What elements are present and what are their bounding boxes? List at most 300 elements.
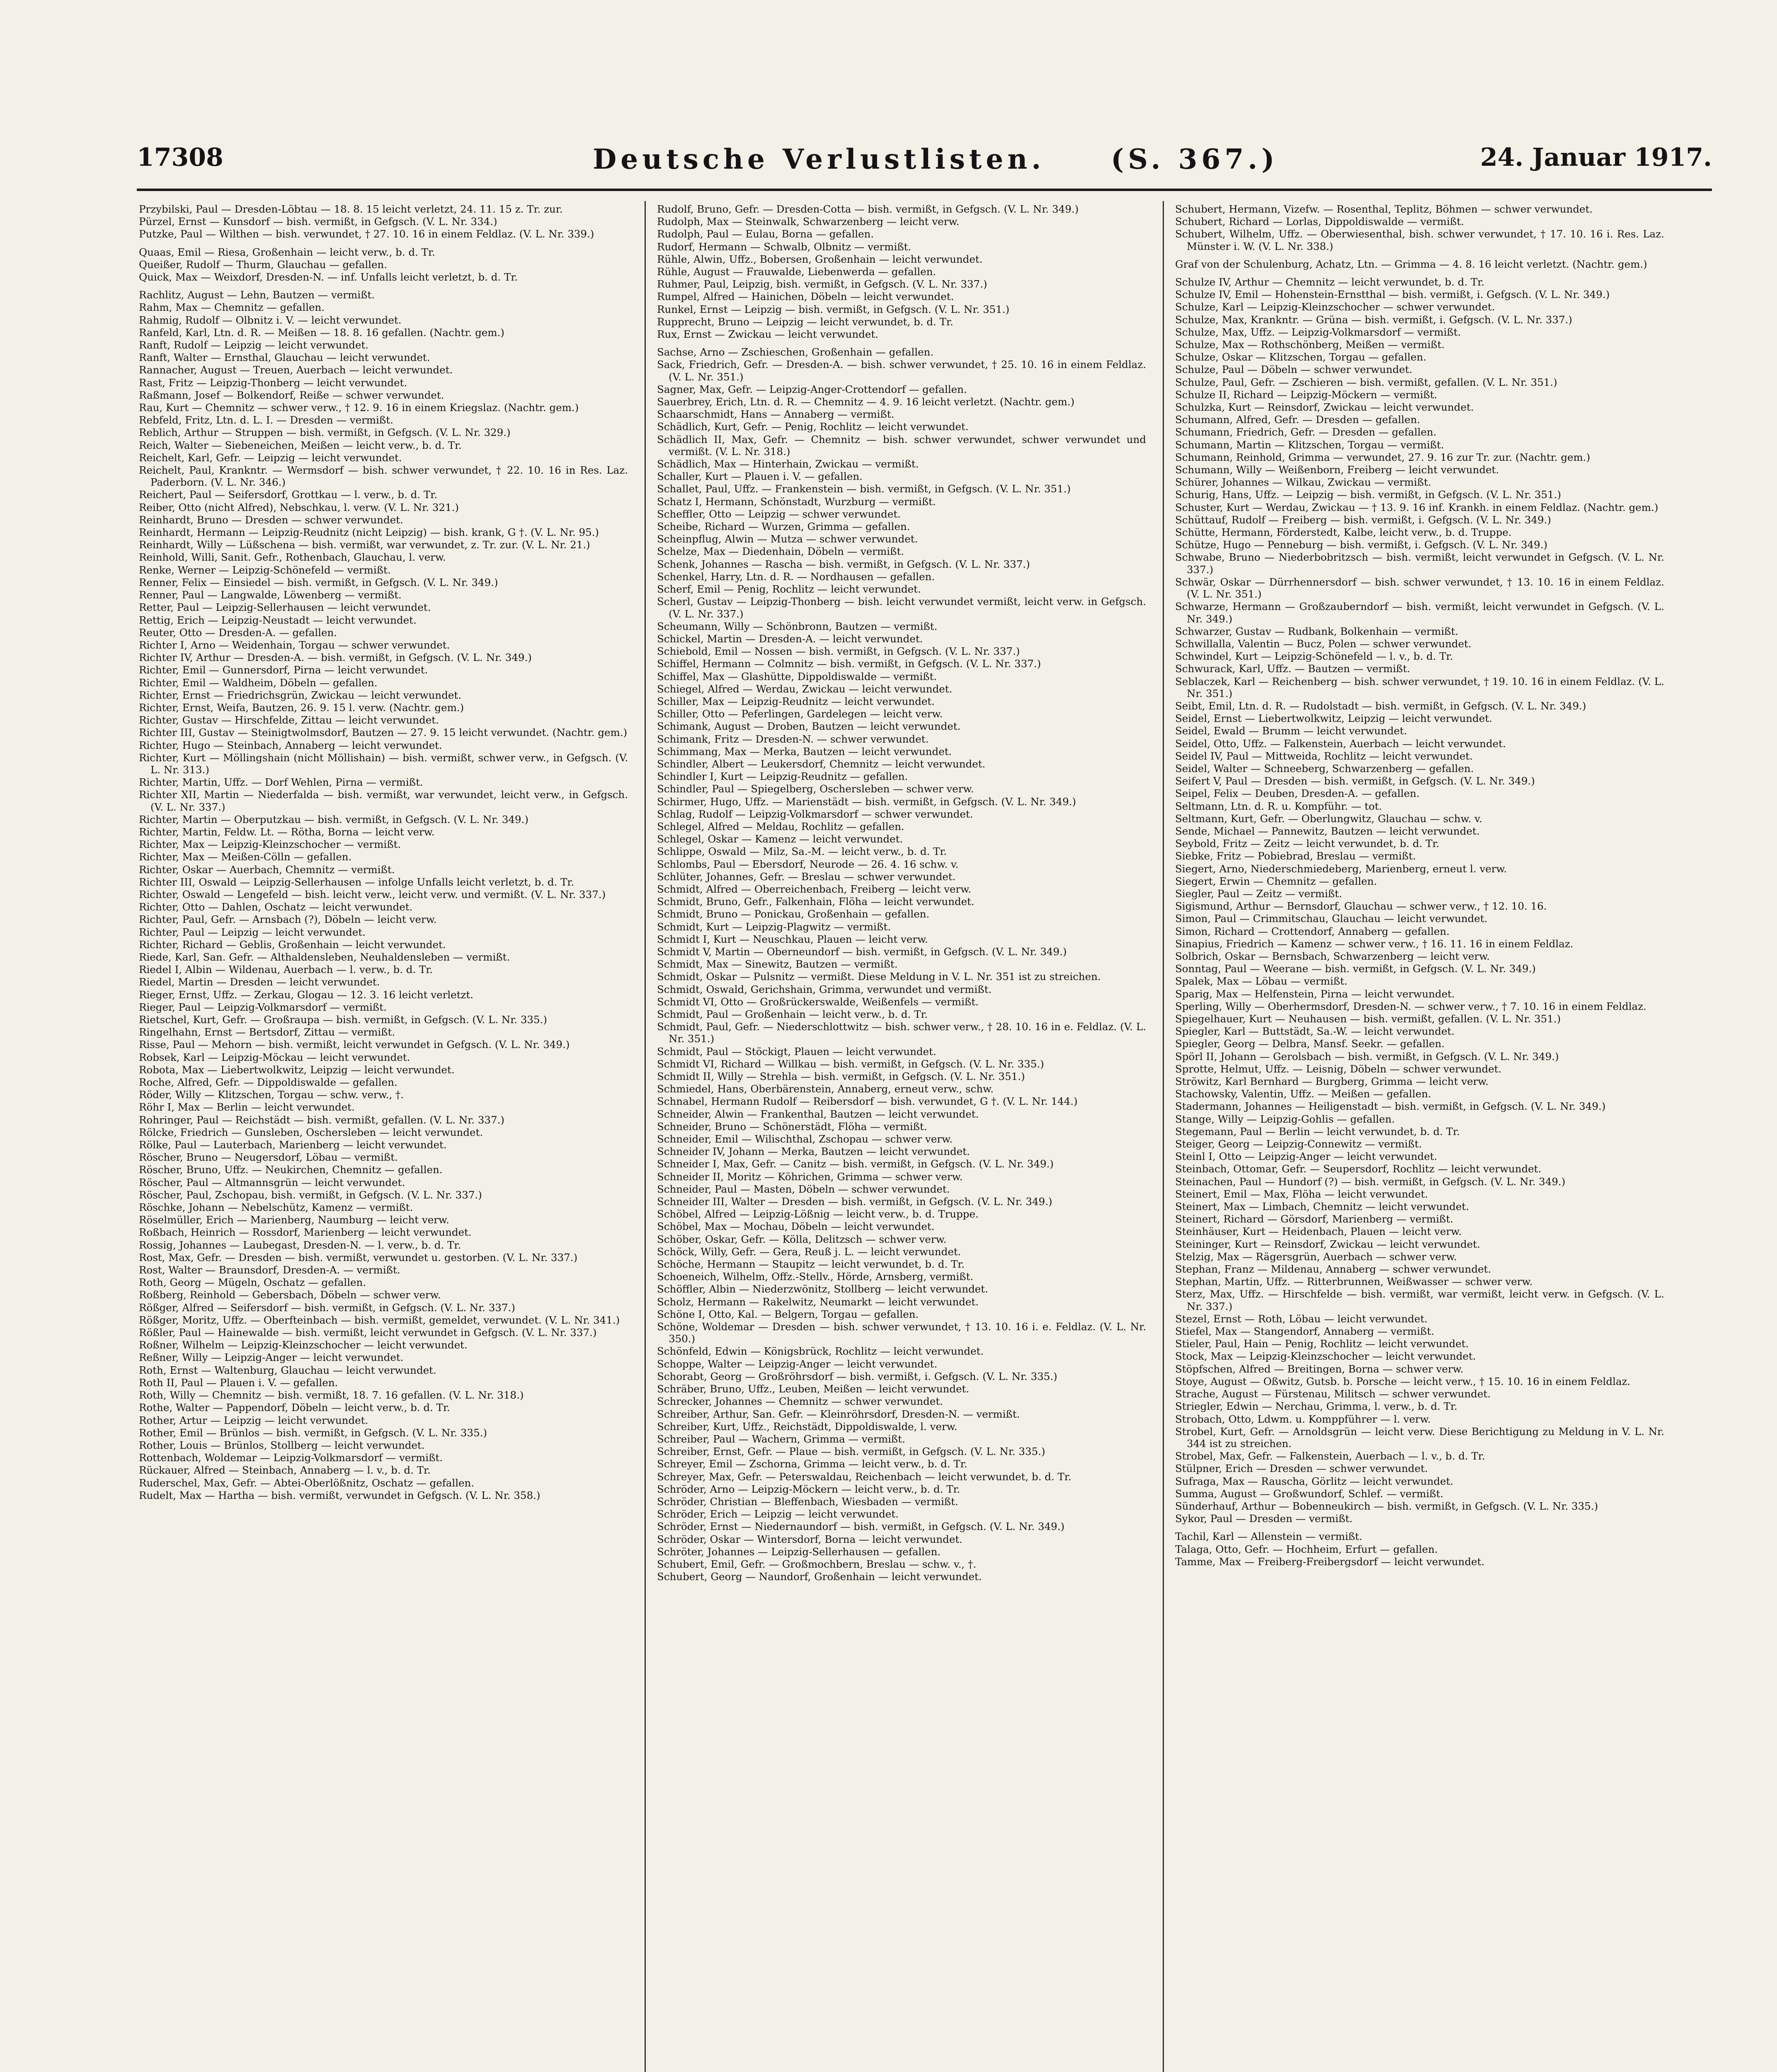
casualty-entry: Rudolf, Bruno, Gefr. — Dresden-Cotta — bish. vermißt, in Gefgsch. (V. L. Nr. 349.) (657, 203, 1079, 215)
casualty-entry: Riede, Karl, San. Gefr. — Althaldensleben, Neuhaldensleben — vermißt. (139, 951, 510, 963)
casualty-entry: Schädlich, Max — Hinterhain, Zwickau — vermißt. (657, 458, 919, 470)
casualty-entry: Schumann, Friedrich, Gefr. — Dresden — gefallen. (1175, 426, 1437, 438)
page-header (137, 143, 1712, 182)
casualty-entry: Siebke, Fritz — Pobiebrad, Breslau — vermißt. (1175, 850, 1416, 862)
casualty-entry: Schoppe, Walter — Leipzig-Anger — leicht verwundet. (657, 1358, 938, 1370)
casualty-entry: Spörl II, Johann — Gerolsbach — bish. vermißt, in Gefgsch. (V. L. Nr. 349.) (1175, 1050, 1559, 1063)
casualty-entry: Stegemann, Paul — Berlin — leicht verwundet, b. d. Tr. (1175, 1125, 1460, 1138)
casualty-entry: Schwindel, Kurt — Leipzig-Schönefeld — l. v., b. d. Tr. (1175, 650, 1453, 663)
casualty-entry: Sack, Friedrich, Gefr. — Dresden-A. — bish. schwer verwundet, † 25. 10. 16 in einem Feldlaz. (V. L. Nr. 351.) (657, 358, 1146, 383)
casualty-entry: Sykor, Paul — Dresden — vermißt. (1175, 1513, 1353, 1525)
casualty-entry: Spiegler, Karl — Buttstädt, Sa.-W. — leicht verwundet. (1175, 1025, 1455, 1038)
casualty-entry: Seidel, Ernst — Liebertwolkwitz, Leipzig — leicht verwundet. (1175, 712, 1492, 725)
casualty-entry: Ruhmer, Paul, Leipzig, bish. vermißt, in Gefgsch. (V. L. Nr. 337.) (657, 278, 987, 290)
casualty-entry: Schlag, Rudolf — Leipzig-Volkmarsdorf — schwer verwundet. (657, 808, 973, 820)
casualty-entry: Rudolph, Paul — Eulau, Borna — gefallen. (657, 228, 874, 240)
casualty-entry: Stadermann, Johannes — Heiligenstadt — bish. vermißt, in Gefgsch. (V. L. Nr. 349.) (1175, 1100, 1606, 1113)
casualty-entry: Schöche, Hermann — Staupitz — leicht verwundet, b. d. Tr. (657, 1258, 965, 1271)
casualty-entry: Rieger, Ernst, Uffz. — Zerkau, Glogau — 12. 3. 16 leicht verletzt. (139, 988, 474, 1001)
casualty-entry: Richter, Oswald — Lengefeld — bish. leicht verw., leicht verw. und vermißt. (V. L. Nr. 337.) (139, 888, 606, 900)
casualty-entry: Schneider, Alwin — Frankenthal, Bautzen — leicht verwundet. (657, 1108, 979, 1120)
casualty-entry: Rudelt, Max — Hartha — bish. vermißt, verwundet in Gefgsch. (V. L. Nr. 358.) (139, 1489, 541, 1501)
casualty-entry: Ranft, Rudolf — Leipzig — leicht verwundet. (139, 339, 369, 351)
casualty-entry: Rühle, Alwin, Uffz., Bobersen, Großenhain — leicht verwundet. (657, 253, 983, 265)
issue-date: 24. Januar 1917. (1480, 143, 1712, 172)
casualty-entry: Schubert, Hermann, Vizefw. — Rosenthal, Teplitz, Böhmen — schwer verwundet. (1175, 203, 1593, 215)
casualty-entry: Schimank, Fritz — Dresden-N. — schwer verwundet. (657, 733, 929, 745)
casualty-entry: Röschke, Johann — Nebelschütz, Kamenz — vermißt. (139, 1201, 413, 1214)
casualty-entry: Quaas, Emil — Riesa, Großenhain — leicht verw., b. d. Tr. (139, 246, 435, 258)
casualty-entry: Renner, Paul — Langwalde, Löwenberg — vermißt. (139, 589, 402, 601)
casualty-entry: Scheinpflug, Alwin — Mutza — schwer verwundet. (657, 533, 918, 545)
casualty-entry: Schmidt, Paul — Großenhain — leicht verw., b. d. Tr. (657, 1008, 928, 1020)
casualty-entry: Schubert, Wilhelm, Uffz. — Oberwiesenthal, bish. schwer verwundet, † 17. 10. 16 i. Res. Laz. Münster i. W. (V. L. Nr. 338.) (1175, 228, 1664, 252)
casualty-entry: Schwarzer, Gustav — Rudbank, Bolkenhain — vermißt. (1175, 625, 1459, 637)
casualty-entry: Rost, Walter — Braunsdorf, Dresden-A. — vermißt. (139, 1264, 400, 1276)
casualty-entry: Seidel, Walter — Schneeberg, Schwarzenberg — gefallen. (1175, 762, 1474, 775)
casualty-entry: Richter XII, Martin — Niederfalda — bish. vermißt, war verwundet, leicht verw., in Gefgsch. (V. L. Nr. 337.) (139, 789, 628, 813)
casualty-entry: Rother, Emil — Brünlos — bish. vermißt, in Gefgsch. (V. L. Nr. 335.) (139, 1426, 487, 1439)
casualty-entry: Roßbach, Heinrich — Rossdorf, Marienberg — leicht verwundet. (139, 1226, 472, 1239)
casualty-entry: Quick, Max — Weixdorf, Dresden-N. — inf. Unfalls leicht verletzt, b. d. Tr. (139, 271, 518, 283)
casualty-entry: Rohringer, Paul — Reichstädt — bish. vermißt, gefallen. (V. L. Nr. 337.) (139, 1113, 504, 1126)
casualty-entry: Schürer, Johannes — Wilkau, Zwickau — vermißt. (1175, 476, 1431, 489)
casualty-entry: Steinachen, Paul — Hundorf (?) — bish. vermißt, in Gefgsch. (V. L. Nr. 349.) (1175, 1175, 1566, 1188)
casualty-entry: Richter, Ernst, Weifa, Bautzen, 26. 9. 15 l. verw. (Nachtr. gem.) (139, 701, 464, 714)
casualty-entry: Rux, Ernst — Zwickau — leicht verwundet. (657, 328, 879, 341)
casualty-entry: Schubert, Emil, Gefr. — Großmochbern, Breslau — schw. v., †. (657, 1558, 977, 1570)
casualty-entry: Schröder, Ernst — Niedernaundorf — bish. vermißt, in Gefgsch. (V. L. Nr. 349.) (657, 1520, 1065, 1533)
casualty-entry: Schnabel, Hermann Rudolf — Reibersdorf — bish. verwundet, G †. (V. L. Nr. 144.) (657, 1095, 1078, 1108)
casualty-entry: Reinhold, Willi, Sanit. Gefr., Rothenbach, Glauchau, l. verw. (139, 551, 446, 564)
casualty-entry: Sagner, Max, Gefr. — Leipzig-Anger-Crottendorf — gefallen. (657, 383, 967, 395)
casualty-entry: Schmidt II, Willy — Strehla — bish. vermißt, in Gefgsch. (V. L. Nr. 351.) (657, 1070, 1025, 1083)
casualty-entry: Rother, Artur — Leipzig — leicht verwundet. (139, 1414, 368, 1426)
casualty-entry: Risse, Paul — Mehorn — bish. vermißt, leicht verwundet in Gefgsch. (V. L. Nr. 349.) (139, 1038, 570, 1051)
casualty-entry: Robota, Max — Liebertwolkwitz, Leipzig — leicht verwundet. (139, 1063, 455, 1076)
casualty-entry: Schulze IV, Emil — Hohenstein-Ernstthal — bish. vermißt, i. Gefgsch. (V. L. Nr. 349.) (1175, 288, 1610, 301)
casualty-entry: Schaller, Kurt — Plauen i. V. — gefallen. (657, 470, 863, 483)
casualty-entry: Schulze, Karl — Leipzig-Kleinzschocher — schwer verwundet. (1175, 301, 1495, 313)
casualty-entry: Schumann, Martin — Klitzschen, Torgau — vermißt. (1175, 438, 1444, 451)
casualty-entry: Schmidt, Bruno, Gefr., Falkenhain, Flöha — leicht verwundet. (657, 896, 975, 908)
casualty-entry: Schuster, Kurt — Werdau, Zwickau — † 13. 9. 16 inf. Krankh. in einem Feldlaz. (Nachtr. gem.) (1175, 501, 1658, 513)
header-rule (137, 189, 1712, 191)
casualty-entry: Sachse, Arno — Zschieschen, Großenhain — gefallen. (657, 346, 934, 358)
casualty-entry: Sonntag, Paul — Weerane — bish. vermißt, in Gefgsch. (V. L. Nr. 349.) (1175, 963, 1536, 975)
casualty-entry: Rückauer, Alfred — Steinbach, Annaberg — l. v., b. d. Tr. (139, 1464, 431, 1477)
casualty-entry: Schindler I, Kurt — Leipzig-Reudnitz — gefallen. (657, 770, 908, 783)
casualty-entry: Schädlich II, Max, Gefr. — Chemnitz — bish. schwer verwundet, schwer verwundet und vermißt. (V. L. Nr. 318.) (657, 433, 1146, 457)
casualty-entry: Retter, Paul — Leipzig-Sellerhausen — leicht verwundet. (139, 601, 431, 614)
casualty-entry: Schneider, Emil — Wilischthal, Zschopau — schwer verw. (657, 1133, 953, 1145)
casualty-entry: Rößger, Moritz, Uffz. — Oberfteinbach — bish. vermißt, gemeldet, verwundet. (V. L. Nr. 341.) (139, 1314, 620, 1326)
casualty-entry: Schröder, Erich — Leipzig — leicht verwundet. (657, 1508, 899, 1520)
casualty-entry: Schenk, Johannes — Rascha — bish. vermißt, in Gefgsch. (V. L. Nr. 337.) (657, 558, 1030, 570)
casualty-entry: Schiegel, Alfred — Werdau, Zwickau — leicht verwundet. (657, 683, 953, 695)
casualty-entry: Summa, August — Großwundorf, Schlef. — vermißt. (1175, 1487, 1444, 1500)
casualty-entry: Schreiber, Paul — Wachern, Grimma — vermißt. (657, 1433, 905, 1445)
column-divider (1163, 201, 1164, 2072)
casualty-entry: Schwabe, Bruno — Niederbobritzsch — bish. vermißt, leicht verwundet in Gefgsch. (V. L. Nr. 337.) (1175, 551, 1664, 576)
casualty-entry: Scholz, Hermann — Rakelwitz, Neumarkt — leicht verwundet. (657, 1295, 979, 1308)
casualty-entry: Reichelt, Karl, Gefr. — Leipzig — leicht verwundet. (139, 451, 402, 464)
casualty-entry: Schneider, Bruno — Schönerstädt, Flöha — vermißt. (657, 1120, 927, 1133)
casualty-entry: Schrecker, Johannes — Chemnitz — schwer verwundet. (657, 1395, 943, 1408)
casualty-entry: Simon, Richard — Crottendorf, Annaberg — gefallen. (1175, 925, 1450, 937)
casualty-entry: Scheibe, Richard — Wurzen, Grimma — gefallen. (657, 520, 910, 533)
casualty-entry: Tamme, Max — Freiberg-Freibergsdorf — leicht verwundet. (1175, 1555, 1485, 1568)
casualty-entry: Richter, Oskar — Auerbach, Chemnitz — vermißt. (139, 863, 395, 876)
casualty-entry: Reichelt, Paul, Krankntr. — Wermsdorf — bish. schwer verwundet, † 22. 10. 16 in Res. Laz. Paderborn. (V. L. Nr. 346.) (139, 464, 628, 489)
casualty-entry: Röscher, Bruno, Uffz. — Neukirchen, Chemnitz — gefallen. (139, 1164, 443, 1176)
casualty-entry: Stachowsky, Valentin, Uffz. — Meißen — gefallen. (1175, 1088, 1431, 1100)
casualty-entry: Schmidt, Oskar — Pulsnitz — vermißt. Diese Meldung in V. L. Nr. 351 ist zu streichen. (657, 971, 1101, 983)
casualty-entry: Schlüter, Johannes, Gefr. — Breslau — schwer verwundet. (657, 870, 956, 883)
casualty-entry: Steinhäuser, Kurt — Heidenbach, Plauen — leicht verw. (1175, 1225, 1462, 1238)
casualty-entry: Schneider II, Moritz — Köhrichen, Grimma — schwer verw. (657, 1170, 963, 1183)
casualty-entry: Rößler, Paul — Hainewalde — bish. vermißt, leicht verwundet in Gefgsch. (V. L. Nr. 337.) (139, 1326, 597, 1339)
casualty-entry: Schönfeld, Edwin — Königsbrück, Rochlitz — leicht verwundet. (657, 1345, 984, 1358)
casualty-entry: Schneider I, Max, Gefr. — Canitz — bish. vermißt, in Gefgsch. (V. L. Nr. 349.) (657, 1158, 1054, 1170)
casualty-entry: Reich, Walter — Siebeneichen, Meißen — leicht verw., b. d. Tr. (139, 439, 462, 451)
casualty-entry: Seblaczek, Karl — Reichenberg — bish. schwer verwundet, † 19. 10. 16 in einem Feldlaz. (V. L. Nr. 351.) (1175, 675, 1664, 700)
casualty-entry: Sauerbrey, Erich, Ltn. d. R. — Chemnitz — 4. 9. 16 leicht verletzt. (Nachtr. gem.) (657, 396, 1075, 408)
casualty-entry: Rumpel, Alfred — Hainichen, Döbeln — leicht verwundet. (657, 290, 954, 303)
casualty-entry: Rudolph, Max — Steinwalk, Schwarzenberg — leicht verw. (657, 215, 960, 228)
casualty-entry: Spiegelhauer, Kurt — Neuhausen — bish. vermißt, gefallen. (V. L. Nr. 351.) (1175, 1013, 1561, 1025)
casualty-entry: Sigismund, Arthur — Bernsdorf, Glauchau — schwer verw., † 12. 10. 16. (1175, 900, 1547, 913)
casualty-entry: Seltmann, Kurt, Gefr. — Oberlungwitz, Glauchau — schw. v. (1175, 812, 1483, 825)
casualty-entry: Stephan, Martin, Uffz. — Ritterbrunnen, Weißwasser — schwer verw. (1175, 1276, 1533, 1288)
casualty-entry: Solbrich, Oskar — Bernsbach, Schwarzenberg — leicht verw. (1175, 950, 1490, 962)
casualty-entry: Röscher, Bruno — Neugersdorf, Löbau — vermißt. (139, 1151, 398, 1164)
casualty-entry: Schröter, Johannes — Leipzig-Sellerhausen — gefallen. (657, 1545, 941, 1558)
publication-title: Deutsche Verlustlisten. (593, 143, 1045, 175)
casualty-entry: Rößger, Alfred — Seifersdorf — bish. vermißt, in Gefgsch. (V. L. Nr. 337.) (139, 1301, 515, 1314)
casualty-entry: Seifert V, Paul — Dresden — bish. vermißt, in Gefgsch. (V. L. Nr. 349.) (1175, 775, 1535, 787)
casualty-entry: Sünderhauf, Arthur — Bobenneukirch — bish. vermißt, in Gefgsch. (V. L. Nr. 335.) (1175, 1500, 1598, 1512)
casualty-entry: Rühle, August — Frauwalde, Liebenwerda — gefallen. (657, 266, 936, 278)
casualty-entry: Sperling, Willy — Oberhermsdorf, Dresden-N. — schwer verw., † 7. 10. 16 in einem Feldlaz. (1175, 1000, 1646, 1012)
casualty-entry: Richter, Max — Meißen-Cölln — gefallen. (139, 851, 352, 863)
casualty-column-2 (657, 203, 1146, 2072)
casualty-entry: Sufraga, Max — Rauscha, Görlitz — leicht verwundet. (1175, 1475, 1454, 1487)
casualty-entry: Steiger, Georg — Leipzig-Connewitz — vermißt. (1175, 1138, 1422, 1150)
casualty-entry: Steinert, Richard — Görsdorf, Marienberg — vermißt. (1175, 1213, 1454, 1225)
casualty-entry: Schaarschmidt, Hans — Annaberg — vermißt. (657, 408, 895, 421)
casualty-entry: Röselmüller, Erich — Marienberg, Naumburg — leicht verw. (139, 1214, 449, 1226)
casualty-entry: Sende, Michael — Pannewitz, Bautzen — leicht verwundet. (1175, 825, 1480, 837)
casualty-entry: Schulze, Oskar — Klitzschen, Torgau — gefallen. (1175, 351, 1427, 363)
casualty-entry: Siegert, Arno, Niederschmiedeberg, Marienberg, erneut l. verw. (1175, 862, 1507, 875)
casualty-entry: Schumann, Alfred, Gefr. — Dresden — gefallen. (1175, 414, 1421, 426)
casualty-entry: Schimmang, Max — Merka, Bautzen — leicht verwundet. (657, 745, 952, 758)
casualty-entry: Schüttauf, Rudolf — Freiberg — bish. vermißt, i. Gefgsch. (V. L. Nr. 349.) (1175, 513, 1552, 526)
casualty-entry: Schiffel, Hermann — Colmnitz — bish. vermißt, in Gefgsch. (V. L. Nr. 337.) (657, 658, 1041, 670)
casualty-entry: Schallet, Paul, Uffz. — Frankenstein — bish. vermißt, in Gefgsch. (V. L. Nr. 351.) (657, 483, 1071, 495)
casualty-entry: Seipel, Felix — Deuben, Dresden-A. — gefallen. (1175, 787, 1420, 800)
casualty-entry: Talaga, Otto, Gefr. — Hochheim, Erfurt — gefallen. (1175, 1543, 1438, 1555)
casualty-entry: Schorabt, Georg — Großröhrsdorf — bish. vermißt, i. Gefgsch. (V. L. Nr. 335.) (657, 1370, 1057, 1382)
casualty-entry: Rieger, Paul — Leipzig-Volkmarsdorf — vermißt. (139, 1001, 387, 1013)
casualty-entry: Schwär, Oskar — Dürrhennersdorf — bish. schwer verwundet, † 13. 10. 16 in einem Feldlaz. (V. L. Nr. 351.) (1175, 576, 1664, 600)
casualty-column-3 (1175, 203, 1664, 2072)
casualty-entry: Schulze II, Richard — Leipzig-Möckern — vermißt. (1175, 388, 1438, 401)
casualty-entry: Richter, Hugo — Steinbach, Annaberg — leicht verwundet. (139, 739, 442, 751)
casualty-entry: Sinapius, Friedrich — Kamenz — schwer verw., † 16. 11. 16 in einem Feldlaz. (1175, 937, 1573, 950)
casualty-entry: Schröder, Christian — Bleffenbach, Wiesbaden — vermißt. (657, 1495, 958, 1508)
casualty-entry: Schwarze, Hermann — Großzauberndorf — bish. vermißt, leicht verwundet in Gefgsch. (V. L. Nr. 349.) (1175, 600, 1664, 625)
casualty-entry: Stieler, Paul, Hain — Penig, Rochlitz — leicht verwundet. (1175, 1338, 1469, 1350)
casualty-entry: Schatz I, Hermann, Schönstadt, Wurzburg — vermißt. (657, 495, 936, 508)
casualty-entry: Runkel, Ernst — Leipzig — bish. vermißt, in Gefgsch. (V. L. Nr. 351.) (657, 303, 1010, 315)
casualty-entry: Schütte, Hermann, Förderstedt, Kalbe, leicht verw., b. d. Truppe. (1175, 526, 1512, 539)
casualty-entry: Schulze, Max — Rothschönberg, Meißen — vermißt. (1175, 339, 1445, 351)
casualty-entry: Schöffler, Albin — Niederzwönitz, Stollberg — leicht verwundet. (657, 1283, 988, 1295)
casualty-entry: Schulze IV, Arthur — Chemnitz — leicht verwundet, b. d. Tr. (1175, 276, 1485, 288)
casualty-entry: Schmidt I, Kurt — Neuschkau, Plauen — leicht verw. (657, 933, 928, 945)
casualty-entry: Schiffel, Max — Glashütte, Dippoldiswalde — vermißt. (657, 670, 937, 683)
casualty-entry: Reuter, Otto — Dresden-A. — gefallen. (139, 626, 337, 639)
casualty-entry: Schöbel, Alfred — Leipzig-Lößnig — leicht verw., b. d. Truppe. (657, 1208, 979, 1220)
casualty-entry: Rannacher, August — Treuen, Auerbach — leicht verwundet. (139, 364, 453, 376)
casualty-entry: Schöber, Oskar, Gefr. — Kölla, Delitzsch — schwer verw. (657, 1233, 947, 1245)
casualty-entry: Renke, Werner — Leipzig-Schönefeld — vermißt. (139, 564, 391, 576)
casualty-entry: Strobel, Max, Gefr. — Falkenstein, Auerbach — l. v., b. d. Tr. (1175, 1450, 1485, 1462)
casualty-entry: Schoeneich, Wilhelm, Offz.-Stellv., Hörde, Arnsberg, vermißt. (657, 1271, 974, 1283)
casualty-entry: Schlippe, Oswald — Milz, Sa.-M. — leicht verw., b. d. Tr. (657, 845, 947, 858)
casualty-entry: Ruderschel, Max, Gefr. — Abtei-Oberlößnitz, Oschatz — gefallen. (139, 1477, 475, 1489)
casualty-entry: Stock, Max — Leipzig-Kleinzschocher — leicht verwundet. (1175, 1350, 1476, 1363)
casualty-entry: Schirmer, Hugo, Uffz. — Marienstädt — bish. vermißt, in Gefgsch. (V. L. Nr. 349.) (657, 795, 1076, 808)
casualty-entry: Rost, Max, Gefr. — Dresden — bish. vermißt, verwundet u. gestorben. (V. L. Nr. 337.) (139, 1251, 577, 1264)
casualty-entry: Steinert, Max — Limbach, Chemnitz — leicht verwundet. (1175, 1201, 1469, 1213)
casualty-entry: Stezel, Ernst — Roth, Löbau — leicht verwundet. (1175, 1312, 1428, 1325)
casualty-entry: Schmidt, Alfred — Oberreichenbach, Freiberg — leicht verw. (657, 883, 972, 895)
casualty-entry: Seibt, Emil, Ltn. d. R. — Rudolstadt — bish. vermißt, in Gefgsch. (V. L. Nr. 349.) (1175, 700, 1586, 712)
casualty-entry: Tachil, Karl — Allenstein — vermißt. (1175, 1530, 1362, 1543)
casualty-entry: Steinbach, Ottomar, Gefr. — Seupersdorf, Rochlitz — leicht verwundet. (1175, 1163, 1542, 1175)
casualty-entry: Przybilski, Paul — Dresden-Löbtau — 18. 8. 15 leicht verletzt, 24. 11. 15 z. Tr. zur. (139, 203, 563, 215)
casualty-entry: Scheumann, Willy — Schönbronn, Bautzen — vermißt. (657, 620, 938, 632)
casualty-entry: Rölcke, Friedrich — Gunsleben, Oschersleben — leicht verwundet. (139, 1126, 483, 1138)
casualty-entry: Rothe, Walter — Pappendorf, Döbeln — leicht verw., b. d. Tr. (139, 1402, 450, 1414)
casualty-entry: Schütze, Hugo — Penneburg — bish. vermißt, i. Gefgsch. (V. L. Nr. 349.) (1175, 539, 1548, 551)
casualty-entry: Rast, Fritz — Leipzig-Thonberg — leicht verwundet. (139, 376, 407, 389)
casualty-entry: Rachlitz, August — Lehn, Bautzen — vermißt. (139, 289, 375, 301)
casualty-entry: Schumann, Willy — Weißenborn, Freiberg — leicht verwundet. (1175, 464, 1499, 476)
casualty-entry: Roßner, Wilhelm — Leipzig-Kleinzschocher — leicht verwundet. (139, 1339, 468, 1351)
casualty-entry: Röscher, Paul — Altmannsgrün — leicht verwundet. (139, 1176, 405, 1188)
casualty-entry: Richter, Paul, Gefr. — Arnsbach (?), Döbeln — leicht verw. (139, 913, 437, 926)
casualty-entry: Schöck, Willy, Gefr. — Gera, Reuß j. L. — leicht verwundet. (657, 1245, 961, 1258)
casualty-entry: Schöbel, Max — Mochau, Döbeln — leicht verwundet. (657, 1220, 935, 1233)
casualty-entry: Rietschel, Kurt, Gefr. — Großraupa — bish. vermißt, in Gefgsch. (V. L. Nr. 335.) (139, 1014, 547, 1026)
casualty-entry: Raßmann, Josef — Bolkendorf, Reiße — schwer verwundet. (139, 389, 444, 401)
casualty-entry: Robsek, Karl — Leipzig-Möckau — leicht verwundet. (139, 1051, 410, 1063)
column-divider (645, 201, 646, 2072)
casualty-entry: Roth, Willy — Chemnitz — bish. vermißt, 18. 7. 16 gefallen. (V. L. Nr. 318.) (139, 1389, 524, 1402)
casualty-entry: Ranft, Walter — Ernsthal, Glauchau — leicht verwundet. (139, 351, 430, 364)
casualty-entry: Richter, Kurt — Möllingshain (nicht Möllishain) — bish. vermißt, schwer verw., in Gefgsch. (V. L. Nr. 313.) (139, 751, 628, 776)
casualty-entry: Schwurack, Karl, Uffz. — Bautzen — vermißt. (1175, 663, 1410, 675)
casualty-entry: Reiber, Otto (nicht Alfred), Nebschkau, l. verw. (V. L. Nr. 321.) (139, 501, 459, 513)
casualty-entry: Rau, Kurt — Chemnitz — schwer verw., † 12. 9. 16 in einem Kriegslaz. (Nachtr. gem.) (139, 402, 579, 414)
casualty-entry: Rupprecht, Bruno — Leipzig — leicht verwundet, b. d. Tr. (657, 315, 953, 328)
casualty-entry: Schräber, Bruno, Uffz., Leuben, Meißen — leicht verwundet. (657, 1383, 970, 1395)
casualty-entry: Richter, Emil — Waldheim, Döbeln — gefallen. (139, 676, 378, 689)
casualty-entry: Schlegel, Alfred — Meldau, Rochlitz — gefallen. (657, 820, 904, 833)
casualty-entry: Schmidt, Bruno — Ponickau, Großenhain — gefallen. (657, 908, 930, 920)
casualty-entry: Reinhardt, Hermann — Leipzig-Reudnitz (nicht Leipzig) — bish. krank, G †. (V. L. Nr. 95.) (139, 526, 599, 539)
casualty-entry: Sparig, Max — Helfenstein, Pirna — leicht verwundet. (1175, 988, 1455, 1000)
casualty-entry: Scherl, Gustav — Leipzig-Thonberg — bish. leicht verwundet vermißt, leicht verw. in Gefgsch. (V. L. Nr. 337.) (657, 595, 1146, 620)
casualty-entry: Graf von der Schulenburg, Achatz, Ltn. — Grimma — 4. 8. 16 leicht verletzt. (Nachtr. gem.) (1175, 258, 1647, 270)
casualty-entry: Richter, Ernst — Friedrichsgrün, Zwickau — leicht verwundet. (139, 689, 462, 701)
casualty-entry: Rother, Louis — Brünlos, Stollberg — leicht verwundet. (139, 1439, 425, 1451)
casualty-entry: Richter III, Gustav — Steinigtwolmsdorf, Bautzen — 27. 9. 15 leicht verwundet. (Nachtr. gem.) (139, 726, 628, 739)
casualty-entry: Schelze, Max — Diedenhain, Döbeln — vermißt. (657, 545, 904, 558)
casualty-entry: Schöne, Woldemar — Dresden — bish. schwer verwundet, † 13. 10. 16 i. e. Feldlaz. (V. L. Nr. 350.) (657, 1321, 1146, 1345)
casualty-entry: Schmiedel, Hans, Oberbärenstein, Annaberg, erneut verw., schw. (657, 1083, 994, 1095)
casualty-entry: Steininger, Kurt — Reinsdorf, Zwickau — leicht verwundet. (1175, 1238, 1480, 1250)
casualty-entry: Schindler, Paul — Spiegelberg, Oschersleben — schwer verw. (657, 783, 974, 795)
casualty-entry: Richter, Emil — Gunnersdorf, Pirna — leicht verwundet. (139, 664, 428, 676)
casualty-entry: Stange, Willy — Leipzig-Gohlis — gefallen. (1175, 1113, 1395, 1125)
casualty-entry: Röscher, Paul, Zschopau, bish. vermißt, in Gefgsch. (V. L. Nr. 337.) (139, 1188, 482, 1201)
casualty-entry: Schmidt VI, Richard — Willkau — bish. vermißt, in Gefgsch. (V. L. Nr. 335.) (657, 1058, 1044, 1070)
casualty-entry: Schulze, Max, Uffz. — Leipzig-Volkmarsdorf — vermißt. (1175, 326, 1461, 338)
casualty-entry: Rölke, Paul — Lauterbach, Marienberg — leicht verwundet. (139, 1139, 447, 1151)
casualty-entry: Riedel I, Albin — Wildenau, Auerbach — l. verw., b. d. Tr. (139, 963, 433, 976)
casualty-entry: Renner, Felix — Einsiedel — bish. vermißt, in Gefgsch. (V. L. Nr. 349.) (139, 576, 498, 588)
casualty-entry: Richter I, Arno — Weidenhain, Torgau — schwer verwundet. (139, 639, 450, 651)
casualty-entry: Richter, Martin, Feldw. Lt. — Rötha, Borna — leicht verw. (139, 825, 435, 838)
casualty-entry: Richter, Paul — Leipzig — leicht verwundet. (139, 926, 366, 938)
casualty-entry: Schmidt V, Martin — Oberneundorf — bish. vermißt, in Gefgsch. (V. L. Nr. 349.) (657, 945, 1067, 958)
casualty-entry: Schwillalla, Valentin — Bucz, Polen — schwer verwundet. (1175, 637, 1472, 650)
casualty-entry: Seidel, Ewald — Brumm — leicht verwundet. (1175, 725, 1407, 737)
casualty-entry: Richter, Martin, Uffz. — Dorf Wehlen, Pirna — vermißt. (139, 776, 423, 789)
casualty-entry: Richter, Gustav — Hirschfelde, Zittau — leicht verwundet. (139, 714, 439, 726)
casualty-entry: Sprotte, Helmut, Uffz. — Leisnig, Döbeln — schwer verwundet. (1175, 1063, 1502, 1075)
casualty-entry: Seltmann, Ltn. d. R. u. Kompführ. — tot. (1175, 800, 1382, 812)
casualty-entry: Schmidt VI, Otto — Großrückerswalde, Weißenfels — vermißt. (657, 995, 979, 1008)
casualty-entry: Scherf, Emil — Penig, Rochlitz — leicht verwundet. (657, 583, 921, 595)
casualty-entry: Richter, Max — Leipzig-Kleinzschocher — vermißt. (139, 838, 401, 851)
casualty-entry: Schiller, Max — Leipzig-Reudnitz — leicht verwundet. (657, 695, 935, 707)
casualty-entry: Ranfeld, Karl, Ltn. d. R. — Meißen — 18. 8. 16 gefallen. (Nachtr. gem.) (139, 326, 504, 339)
casualty-entry: Roth II, Paul — Plauen i. V. — gefallen. (139, 1376, 338, 1389)
casualty-entry: Richter, Martin — Oberputzkau — bish. vermißt, in Gefgsch. (V. L. Nr. 349.) (139, 813, 528, 825)
casualty-entry: Schröder, Oskar — Wintersdorf, Borna — leicht verwundet. (657, 1533, 962, 1545)
casualty-entry: Schulze, Max, Krankntr. — Grüna — bish. vermißt, i. Gefgsch. (V. L. Nr. 337.) (1175, 313, 1573, 326)
casualty-entry: Schöne I, Otto, Kal. — Belgern, Torgau — gefallen. (657, 1308, 919, 1320)
casualty-entry: Schulze, Paul — Döbeln — schwer verwundet. (1175, 363, 1413, 376)
casualty-entry: Reßner, Willy — Leipzig-Anger — leicht verwundet. (139, 1351, 404, 1364)
casualty-entry: Schulze, Paul, Gefr. — Zschieren — bish. vermißt, gefallen. (V. L. Nr. 351.) (1175, 376, 1557, 388)
casualty-entry: Schädlich, Kurt, Gefr. — Penig, Rochlitz — leicht verwundet. (657, 421, 969, 433)
casualty-entry: Spiegler, Georg — Delbra, Mansf. Seekr. — gefallen. (1175, 1038, 1445, 1050)
casualty-entry: Schurig, Hans, Uffz. — Leipzig — bish. vermißt, in Gefgsch. (V. L. Nr. 351.) (1175, 489, 1561, 501)
casualty-entry: Schmidt, Max — Sinewitz, Bautzen — vermißt. (657, 958, 898, 971)
casualty-entry: Roth, Ernst — Waltenburg, Glauchau — leicht verwundet. (139, 1364, 436, 1376)
casualty-entry: Reinhardt, Bruno — Dresden — schwer verwundet. (139, 513, 403, 526)
casualty-entry: Reichert, Paul — Seifersdorf, Grottkau — l. verw., b. d. Tr. (139, 489, 438, 501)
casualty-entry: Roßberg, Reinhold — Gebersbach, Döbeln — schwer verw. (139, 1289, 441, 1301)
casualty-entry: Schneider III, Walter — Dresden — bish. vermißt, in Gefgsch. (V. L. Nr. 349.) (657, 1196, 1052, 1208)
casualty-entry: Schiller, Otto — Peferlingen, Gardelegen — leicht verw. (657, 708, 943, 720)
casualty-entry: Simon, Paul — Crimmitschau, Glauchau — leicht verwundet. (1175, 913, 1488, 925)
casualty-entry: Richter, Otto — Dahlen, Oschatz — leicht verwundet. (139, 901, 413, 913)
casualty-entry: Stülpner, Erich — Dresden — schwer verwundet. (1175, 1462, 1428, 1475)
casualty-entry: Richter, Richard — Geblis, Großenhain — leicht verwundet. (139, 938, 446, 951)
casualty-entry: Spalek, Max — Löbau — vermißt. (1175, 975, 1348, 988)
casualty-entry: Striegler, Edwin — Nerchau, Grimma, l. verw., b. d. Tr. (1175, 1400, 1457, 1413)
page-number: 17308 (137, 143, 223, 172)
casualty-entry: Schubert, Georg — Naundorf, Großenhain — leicht verwundet. (657, 1571, 982, 1583)
casualty-entry: Reinhardt, Willy — Lüßschena — bish. vermißt, war verwundet, z. Tr. zur. (V. L. Nr. 21.) (139, 539, 590, 551)
casualty-entry: Schmidt, Kurt — Leipzig-Plagwitz — vermißt. (657, 920, 891, 933)
casualty-entry: Siegler, Paul — Zeitz — vermißt. (1175, 887, 1342, 900)
casualty-entry: Schmidt, Paul — Stöckigt, Plauen — leicht verwundet. (657, 1045, 936, 1058)
casualty-entry: Schubert, Richard — Lorlas, Dippoldiswalde — vermißt. (1175, 215, 1464, 228)
casualty-entry: Siegert, Erwin — Chemnitz — gefallen. (1175, 875, 1377, 887)
casualty-entry: Rahm, Max — Chemnitz — gefallen. (139, 301, 325, 314)
casualty-entry: Rebfeld, Fritz, Ltn. d. L. I. — Dresden — vermißt. (139, 414, 393, 426)
casualty-entry: Ringelhahn, Ernst — Bertsdorf, Zittau — vermißt. (139, 1026, 395, 1038)
casualty-entry: Richter III, Oswald — Leipzig-Sellerhausen — infolge Unfalls leicht verletzt, b. d. Tr. (139, 876, 575, 888)
casualty-entry: Schickel, Martin — Dresden-A. — leicht verwundet. (657, 632, 923, 645)
casualty-entry: Schulzka, Kurt — Reinsdorf, Zwickau — leicht verwundet. (1175, 401, 1474, 414)
casualty-entry: Pürzel, Ernst — Kunsdorf — bish. vermißt, in Gefgsch. (V. L. Nr. 334.) (139, 215, 497, 228)
casualty-entry: Stiefel, Max — Stangendorf, Annaberg — vermißt. (1175, 1325, 1435, 1338)
casualty-entry: Schmidt, Paul, Gefr. — Niederschlottwitz — bish. schwer verw., † 28. 10. 16 in e. Feldlaz. (V. L. Nr. 351.) (657, 1021, 1146, 1045)
casualty-entry: Riedel, Martin — Dresden — leicht verwundet. (139, 976, 380, 988)
casualty-entry: Ströwitz, Karl Bernhard — Burgberg, Grimma — leicht verw. (1175, 1075, 1489, 1088)
casualty-entry: Röder, Willy — Klitzschen, Torgau — schw. verw., †. (139, 1089, 404, 1101)
casualty-entry: Schenkel, Harry, Ltn. d. R. — Nordhausen — gefallen. (657, 570, 935, 583)
casualty-entry: Strache, August — Fürstenau, Militsch — schwer verwundet. (1175, 1388, 1491, 1400)
casualty-entry: Schindler, Albert — Leukersdorf, Chemnitz — leicht verwundet. (657, 758, 986, 770)
casualty-entry: Rottenbach, Woldemar — Leipzig-Volkmarsdorf — vermißt. (139, 1452, 443, 1464)
casualty-entry: Rahmig, Rudolf — Olbnitz i. V. — leicht verwundet. (139, 314, 402, 326)
casualty-entry: Schneider, Paul — Masten, Döbeln — schwer verwundet. (657, 1183, 950, 1195)
casualty-entry: Steinert, Emil — Max, Flöha — leicht verwundet. (1175, 1188, 1428, 1200)
casualty-entry: Schreyer, Max, Gefr. — Peterswaldau, Reichenbach — leicht verwundet, b. d. Tr. (657, 1470, 1072, 1483)
casualty-entry: Putzke, Paul — Wilthen — bish. verwundet, † 27. 10. 16 in einem Feldlaz. (V. L. Nr. 339.) (139, 228, 594, 240)
casualty-entry: Rossig, Johannes — Laubegast, Dresden-N. — l. verw., b. d. Tr. (139, 1239, 461, 1251)
casualty-entry: Schimank, August — Droben, Bautzen — leicht verwundet. (657, 720, 961, 733)
section-number: (S. 367.) (1111, 143, 1279, 175)
casualty-entry: Rudorf, Hermann — Schwalb, Olbnitz — vermißt. (657, 240, 912, 253)
casualty-entry: Roth, Georg — Mügeln, Oschatz — gefallen. (139, 1276, 366, 1289)
casualty-entry: Stoye, August — Oßwitz, Gutsb. b. Porsche — leicht verw., † 15. 10. 16 in einem Feldlaz. (1175, 1375, 1631, 1387)
casualty-entry: Stephan, Franz — Mildenau, Annaberg — schwer verwundet. (1175, 1263, 1491, 1276)
casualty-entry: Seidel IV, Paul — Mittweida, Rochlitz — leicht verwundet. (1175, 750, 1473, 762)
casualty-entry: Strobach, Otto, Ldwm. u. Komppführer — l. verw. (1175, 1413, 1431, 1425)
casualty-entry: Sterz, Max, Uffz. — Hirschfelde — bish. vermißt, war vermißt, leicht verw. in Gefgsch. (V. L. Nr. 337.) (1175, 1288, 1664, 1312)
casualty-entry: Schumann, Reinhold, Grimma — verwundet, 27. 9. 16 zur Tr. zur. (Nachtr. gem.) (1175, 451, 1590, 463)
casualty-entry: Schreiber, Arthur, San. Gefr. — Kleinröhrsdorf, Dresden-N. — vermißt. (657, 1408, 1020, 1420)
casualty-entry: Röhr I, Max — Berlin — leicht verwundet. (139, 1101, 355, 1113)
casualty-entry: Schiebold, Emil — Nossen — bish. vermißt, in Gefgsch. (V. L. Nr. 337.) (657, 645, 1020, 658)
casualty-entry: Schreyer, Emil — Zschorna, Grimma — leicht verw., b. d. Tr. (657, 1458, 967, 1470)
casualty-entry: Reblich, Arthur — Struppen — bish. vermißt, in Gefgsch. (V. L. Nr. 329.) (139, 426, 511, 439)
casualty-entry: Schreiber, Kurt, Uffz., Reichstädt, Dippoldiswalde, l. verw. (657, 1420, 958, 1433)
casualty-entry: Schmidt, Oswald, Gerichshain, Grimma, verwundet und vermißt. (657, 983, 992, 995)
